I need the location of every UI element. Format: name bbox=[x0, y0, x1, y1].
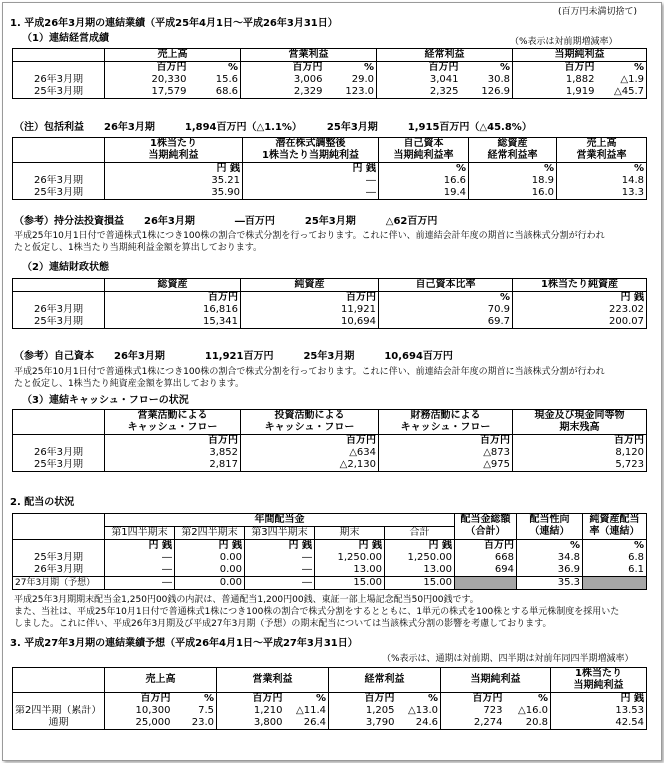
unit: 百万円 bbox=[472, 693, 503, 704]
cell: 200.07 bbox=[609, 316, 644, 327]
split-note-2-line1: 平成25年10月1日付で普通株式1株につき100株の割合で株式分割を行っております。これに伴い、前連結会計年度の期首に当該株式分割が行われ bbox=[14, 367, 605, 377]
header-eps: 1株当たり 当期純利益 bbox=[573, 668, 624, 691]
per-share-table bbox=[12, 137, 647, 200]
cell: 7.5 bbox=[173, 705, 217, 717]
cell: 3,006 bbox=[293, 74, 323, 85]
header-financing-cf: 財務活動による キャッシュ・フロー bbox=[379, 410, 513, 435]
cell: 0.00 bbox=[175, 577, 245, 590]
cell: 1,882 bbox=[565, 74, 595, 85]
cell: △45.7 bbox=[614, 86, 644, 97]
cell: 0.00 bbox=[175, 552, 245, 564]
cell: ― bbox=[105, 564, 175, 577]
cell: 15,341 bbox=[105, 316, 241, 329]
section2-title: 2. 配当の状況 bbox=[10, 497, 75, 508]
equity-note: （参考）自己資本 26年3月期 11,921百万円 25年3月期 10,694百万円 bbox=[14, 351, 453, 362]
unit: % bbox=[461, 62, 513, 75]
header-cash-balance: 現金及び現金同等物 期末残高 bbox=[534, 410, 625, 433]
section1-title: 1. 平成26年3月期の連結業績（平成25年4月1日～平成26年3月31日） bbox=[10, 18, 338, 29]
unit: 円 銭 bbox=[620, 693, 644, 704]
cell: 34.8 bbox=[517, 552, 583, 564]
cell: 0.00 bbox=[175, 564, 245, 577]
cell: 17,579 bbox=[151, 86, 187, 97]
unit: % bbox=[379, 163, 469, 176]
dividend-table bbox=[12, 513, 647, 590]
cell: 11,921 bbox=[241, 304, 379, 316]
cell: 36.9 bbox=[517, 564, 583, 577]
cell: 1,210 bbox=[253, 705, 283, 716]
section3-title: 3. 平成27年3月期の連結業績予想（平成26年4月1日～平成27年3月31日） bbox=[10, 638, 358, 649]
cell: 668 bbox=[455, 552, 517, 564]
forecast-table bbox=[12, 667, 647, 730]
unit: % bbox=[633, 163, 644, 174]
cell: 6.8 bbox=[628, 552, 644, 563]
split-note-2-line2: たと仮定し、1株当たり純資産金額を算出しております。 bbox=[14, 379, 245, 389]
header-q1: 第1四半期末 bbox=[105, 527, 175, 540]
dividend-note-line3: しました。これに伴い、平成26年3月期及び平成27年3月期（予想）の期末配当については当該株式分割の影響を考慮しております。 bbox=[14, 619, 552, 629]
cell: 25,000 bbox=[135, 717, 171, 728]
row-label: 25年3月期 bbox=[13, 316, 105, 329]
row-label: 25年3月期 bbox=[13, 86, 105, 99]
cell: △2,130 bbox=[241, 459, 379, 472]
unit: 百万円 bbox=[241, 292, 379, 305]
unit: 百万円 bbox=[364, 693, 395, 704]
cell: 23.0 bbox=[173, 717, 217, 730]
cell: 1,250.00 bbox=[385, 552, 455, 564]
cell: 2,325 bbox=[429, 86, 459, 97]
unit: % bbox=[505, 693, 551, 706]
cell: 13.53 bbox=[615, 705, 644, 716]
header-bps: 1株当たり純資産 bbox=[541, 279, 618, 290]
cell: ― bbox=[243, 175, 379, 187]
cell: 19.4 bbox=[379, 187, 469, 200]
table-row bbox=[13, 316, 647, 329]
header-total: 合計 bbox=[385, 527, 455, 540]
cell: 2,274 bbox=[473, 717, 503, 728]
cell: 3,800 bbox=[253, 717, 283, 728]
cell: 2,329 bbox=[293, 86, 323, 97]
cell: ― bbox=[105, 577, 175, 590]
unit: 百万円 bbox=[455, 540, 517, 553]
header-roa: 総資産 経常利益率 bbox=[469, 138, 557, 163]
cell: 8,120 bbox=[615, 447, 644, 458]
cell: 1,205 bbox=[365, 705, 395, 716]
comprehensive-income-note: （注）包括利益 26年3月期 1,894百万円（△1.1%） 25年3月期 1,915百万円（△45.8%） bbox=[14, 122, 532, 133]
cell: ― bbox=[245, 564, 315, 577]
dividend-note-line1: 平成25年3月期期末配当金1,250円00銭の内訳は、普通配当1,200円00銭、東証一部上場記念配当50円00銭です。 bbox=[14, 595, 479, 605]
unit: 円 銭 bbox=[105, 163, 243, 176]
cell: 1,919 bbox=[565, 86, 595, 97]
unit: 円 銭 bbox=[315, 540, 385, 553]
split-note-1-line2: たと仮定し、1株当たり当期純利益金額を算出しております。 bbox=[14, 243, 263, 253]
unit: 円 銭 bbox=[385, 540, 455, 553]
unit-note: (百万円未満切捨て) bbox=[558, 7, 638, 17]
split-note-1-line1: 平成25年10月1日付で普通株式1株につき100株の割合で株式分割を行っております。これに伴い、前連結会計年度の期首に当該株式分割が行われ bbox=[14, 231, 605, 241]
header-sales: 売上高 bbox=[105, 49, 241, 62]
table-row bbox=[13, 447, 647, 459]
row-label: 25年3月期 bbox=[13, 187, 105, 200]
cell: 30.8 bbox=[461, 74, 513, 86]
cell: △1.9 bbox=[620, 74, 644, 85]
unit: 百万円 bbox=[140, 693, 171, 704]
cell: 10,694 bbox=[241, 316, 379, 329]
unit: % bbox=[173, 693, 217, 706]
cell: 14.8 bbox=[621, 175, 644, 186]
cell: △873 bbox=[379, 447, 513, 459]
header-ordinary-income: 経常利益 bbox=[377, 49, 513, 62]
row-label: 第2四半期（累計） bbox=[13, 705, 105, 717]
cell: △634 bbox=[241, 447, 379, 459]
cell: 16.6 bbox=[379, 175, 469, 187]
header-net-income: 当期純利益 bbox=[554, 49, 605, 60]
equity-method-note: （参考）持分法投資損益 26年3月期 ―百万円 25年3月期 △62百万円 bbox=[14, 216, 438, 227]
cell: 29.0 bbox=[325, 74, 377, 86]
cell: △975 bbox=[379, 459, 513, 472]
cell: 126.9 bbox=[461, 86, 513, 99]
cell: 15.00 bbox=[315, 577, 385, 590]
cell: △11.4 bbox=[285, 705, 329, 717]
cell: 20.8 bbox=[505, 717, 551, 730]
cell: 5,723 bbox=[615, 459, 644, 470]
cell: ― bbox=[245, 577, 315, 590]
cell: 723 bbox=[483, 705, 503, 716]
table-row bbox=[13, 175, 647, 187]
unit: % bbox=[633, 62, 644, 73]
unit: 円 銭 bbox=[105, 540, 175, 553]
cell: △13.0 bbox=[397, 705, 441, 717]
cell: 69.7 bbox=[379, 316, 513, 329]
row-label: 26年3月期 bbox=[13, 304, 105, 316]
unit: 円 銭 bbox=[620, 292, 644, 303]
cell: 13.00 bbox=[385, 564, 455, 577]
pct-note-1: （%表示は対前期増減率） bbox=[510, 37, 618, 47]
unit: 百万円 bbox=[428, 62, 459, 73]
cell: 13.00 bbox=[315, 564, 385, 577]
cell: 35.90 bbox=[105, 187, 243, 200]
unit: 百万円 bbox=[379, 435, 513, 448]
header-net-assets: 純資産 bbox=[241, 279, 379, 292]
cell: 3,790 bbox=[365, 717, 395, 728]
header-total-assets: 総資産 bbox=[105, 279, 241, 292]
header-equity-ratio: 自己資本比率 bbox=[379, 279, 513, 292]
header-diluted-eps: 潜在株式調整後 1株当たり当期純利益 bbox=[243, 138, 379, 163]
cell: 70.9 bbox=[379, 304, 513, 316]
row-label: 26年3月期 bbox=[13, 175, 105, 187]
unit: % bbox=[469, 163, 557, 176]
header-operating-cf: 営業活動による キャッシュ・フロー bbox=[105, 410, 241, 435]
header-eps: 1株当たり 当期純利益 bbox=[105, 138, 243, 163]
cash-flow-table bbox=[12, 409, 647, 472]
unit: % bbox=[397, 693, 441, 706]
unit: 円 銭 bbox=[245, 540, 315, 553]
header-ordinary-income: 経常利益 bbox=[329, 668, 441, 693]
cell: 2,817 bbox=[105, 459, 241, 472]
unit: 百万円 bbox=[156, 62, 187, 73]
cell: 35.21 bbox=[105, 175, 243, 187]
cell: 6.1 bbox=[628, 564, 644, 575]
row-label: 26年3月期 bbox=[13, 564, 105, 577]
table-row bbox=[13, 74, 647, 86]
header-operating-income: 営業利益 bbox=[241, 49, 377, 62]
header-total-dividends: 配当金総額 （合計） bbox=[455, 514, 517, 540]
header-year-end: 期末 bbox=[315, 527, 385, 540]
unit: 百万円 bbox=[105, 292, 241, 305]
subsection-operating-results: （1）連結経営成績 bbox=[22, 33, 109, 44]
table-row bbox=[13, 552, 647, 564]
table-row bbox=[13, 86, 647, 99]
unit: % bbox=[517, 540, 583, 553]
cell: 68.6 bbox=[189, 86, 241, 99]
cell: △16.0 bbox=[505, 705, 551, 717]
cell: 42.54 bbox=[615, 717, 644, 728]
cell: 15.6 bbox=[189, 74, 241, 86]
header-roe: 自己資本 当期純利益率 bbox=[379, 138, 469, 163]
cell: 10,300 bbox=[135, 705, 171, 716]
header-q2: 第2四半期末 bbox=[175, 527, 245, 540]
cell: 35.3 bbox=[517, 577, 583, 590]
header-sales: 売上高 bbox=[105, 668, 217, 693]
table-row bbox=[13, 459, 647, 472]
row-label: 通期 bbox=[13, 717, 105, 730]
row-label: 25年3月期 bbox=[13, 552, 105, 564]
cell: 694 bbox=[455, 564, 517, 577]
unit: 円 銭 bbox=[175, 540, 245, 553]
cell: 16.0 bbox=[469, 187, 557, 200]
header-dividend-on-equity: 純資産配当 率（連結） bbox=[589, 514, 640, 537]
unit: % bbox=[633, 540, 644, 551]
cell: 223.02 bbox=[609, 304, 644, 315]
unit: % bbox=[285, 693, 329, 706]
cell-shaded bbox=[583, 577, 647, 590]
header-net-income: 当期純利益 bbox=[441, 668, 551, 693]
subsection-cash-flows: （3）連結キャッシュ・フローの状況 bbox=[22, 395, 189, 406]
unit: 円 銭 bbox=[243, 163, 379, 176]
subsection-financial-position: （2）連結財政状態 bbox=[22, 262, 109, 273]
unit: 百万円 bbox=[105, 435, 241, 448]
cell: 1,250.00 bbox=[315, 552, 385, 564]
table-row bbox=[13, 705, 647, 717]
header-investing-cf: 投資活動による キャッシュ・フロー bbox=[241, 410, 379, 435]
cell: 13.3 bbox=[621, 187, 644, 198]
table-row bbox=[13, 187, 647, 200]
financial-position-table bbox=[12, 278, 647, 329]
cell: ― bbox=[245, 552, 315, 564]
cell: 15.00 bbox=[385, 577, 455, 590]
unit: % bbox=[379, 292, 513, 305]
unit: % bbox=[189, 62, 241, 75]
row-label: 26年3月期 bbox=[13, 447, 105, 459]
unit: 百万円 bbox=[241, 435, 379, 448]
unit: 百万円 bbox=[614, 435, 644, 446]
cell: 16,816 bbox=[105, 304, 241, 316]
unit: 百万円 bbox=[292, 62, 323, 73]
row-label: 26年3月期 bbox=[13, 74, 105, 86]
cell: 20,330 bbox=[151, 74, 187, 85]
table-row bbox=[13, 564, 647, 577]
cell: 18.9 bbox=[469, 175, 557, 187]
table-row bbox=[13, 577, 647, 590]
cell: 3,852 bbox=[105, 447, 241, 459]
pct-note-3: （%表示は、通期は対前期、四半期は対前年同四半期増減率） bbox=[382, 654, 634, 664]
dividend-note-line2: また、当社は、平成25年10月1日付で普通株式1株につき100株の割合で株式分割をするとともに、1単元の株式を100株とする単元株制度を採用いた bbox=[14, 607, 620, 617]
table-row bbox=[13, 717, 647, 730]
header-annual-dividend: 年間配当金 bbox=[105, 514, 455, 527]
header-operating-margin: 売上高 営業利益率 bbox=[576, 138, 627, 161]
unit: 百万円 bbox=[564, 62, 595, 73]
header-q3: 第3四半期末 bbox=[245, 527, 315, 540]
table-row bbox=[13, 304, 647, 316]
cell: 26.4 bbox=[285, 717, 329, 730]
cell: ― bbox=[243, 187, 379, 200]
header-operating-income: 営業利益 bbox=[217, 668, 329, 693]
cell: 123.0 bbox=[325, 86, 377, 99]
cell: ― bbox=[105, 552, 175, 564]
unit: % bbox=[325, 62, 377, 75]
cell-shaded bbox=[455, 577, 517, 590]
row-label: 27年3月期（予想） bbox=[13, 577, 105, 590]
cell: 24.6 bbox=[397, 717, 441, 730]
header-payout-ratio: 配当性向 （連結） bbox=[517, 514, 583, 540]
operating-results-table bbox=[12, 48, 647, 99]
row-label: 25年3月期 bbox=[13, 459, 105, 472]
cell: 3,041 bbox=[429, 74, 459, 85]
unit: 百万円 bbox=[252, 693, 283, 704]
